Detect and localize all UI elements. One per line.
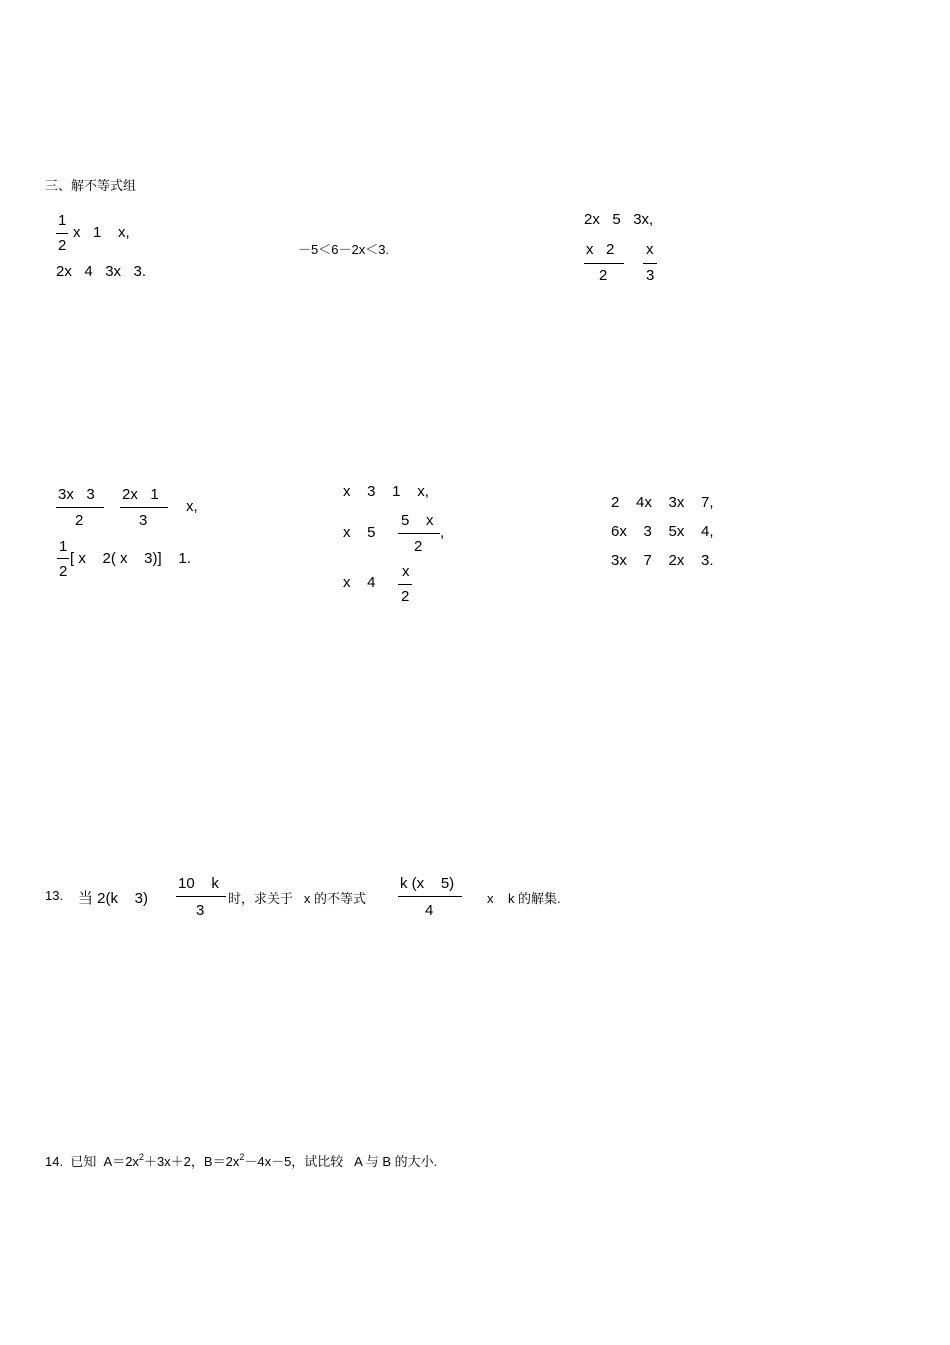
fraction-denominator: 2 [599,267,608,284]
fraction-numerator: 2x 1 [122,486,159,503]
fraction-bar [643,263,657,264]
fraction-denominator: 3 [646,267,655,284]
condition-left: 当 2(k 3) [78,890,149,907]
fraction-numerator: 1 [59,538,68,555]
inequality-line-2: 2x 4 3x 3. [56,263,147,280]
fraction-bar [398,896,462,897]
fraction-denominator: 2 [401,588,410,605]
question-text-end: x k 的解集. [487,891,561,906]
inequality-line-2: [ x 2( x 3)] 1. [70,550,191,567]
inequality-line-1: x 1 x, [73,224,130,241]
question-text: ＋3x＋2，B＝2x [143,1154,240,1169]
question-text: 已知 A＝2x [70,1154,139,1169]
exponent: 2 [138,1152,144,1162]
fraction-bar [56,233,68,234]
question-14 [45,1151,437,1170]
question-text: －4x－5，试比较 A 与 B 的大小. [244,1154,438,1169]
exponent: 2 [239,1152,245,1162]
fraction-bar [57,558,69,559]
question-text: 时，求关于 x 的不等式 [228,891,366,906]
fraction-numerator: 10 k [178,875,219,892]
fraction-denominator: 2 [414,538,423,555]
inequality-tail: x, [186,498,198,515]
inequality-tail: , [440,524,445,541]
question-number: 13. [45,888,64,903]
inequality-line-1: x 3 1 x, [343,483,429,500]
inequality-line-1: 2 4x 3x 7, [611,494,714,511]
fraction-numerator: x [646,241,654,258]
fraction-bar [584,263,624,264]
fraction-numerator: x [402,563,410,580]
inequality-line-2: 6x 3 5x 4, [611,523,714,540]
inequality-line-3: 3x 7 2x 3. [611,552,714,569]
fraction-denominator: 3 [139,512,148,529]
question-number: 14. [45,1154,64,1169]
fraction-bar [176,896,226,897]
inequality-line-1: 2x 5 3x, [584,211,654,228]
fraction-numerator: 3x 3 [58,486,95,503]
fraction-denominator: 2 [75,512,84,529]
fraction-numerator: 1 [58,212,67,229]
fraction-numerator: k (x 5) [400,875,455,892]
fraction-numerator: 5 x [401,512,434,529]
fraction-bar [398,584,412,585]
problem-2: －5＜6－2x＜3. [298,242,390,257]
inequality-line-2-left: x 5 [343,524,376,541]
inequality-line-3-left: x 4 [343,574,376,591]
fraction-denominator: 4 [425,902,434,919]
fraction-bar [398,533,440,534]
fraction-denominator: 2 [58,237,67,254]
fraction-denominator: 2 [59,563,68,580]
section-title: 三、解不等式组 [45,178,137,193]
fraction-numerator: x 2 [586,241,615,258]
fraction-bar [120,507,168,508]
fraction-bar [56,507,104,508]
fraction-denominator: 3 [196,902,205,919]
